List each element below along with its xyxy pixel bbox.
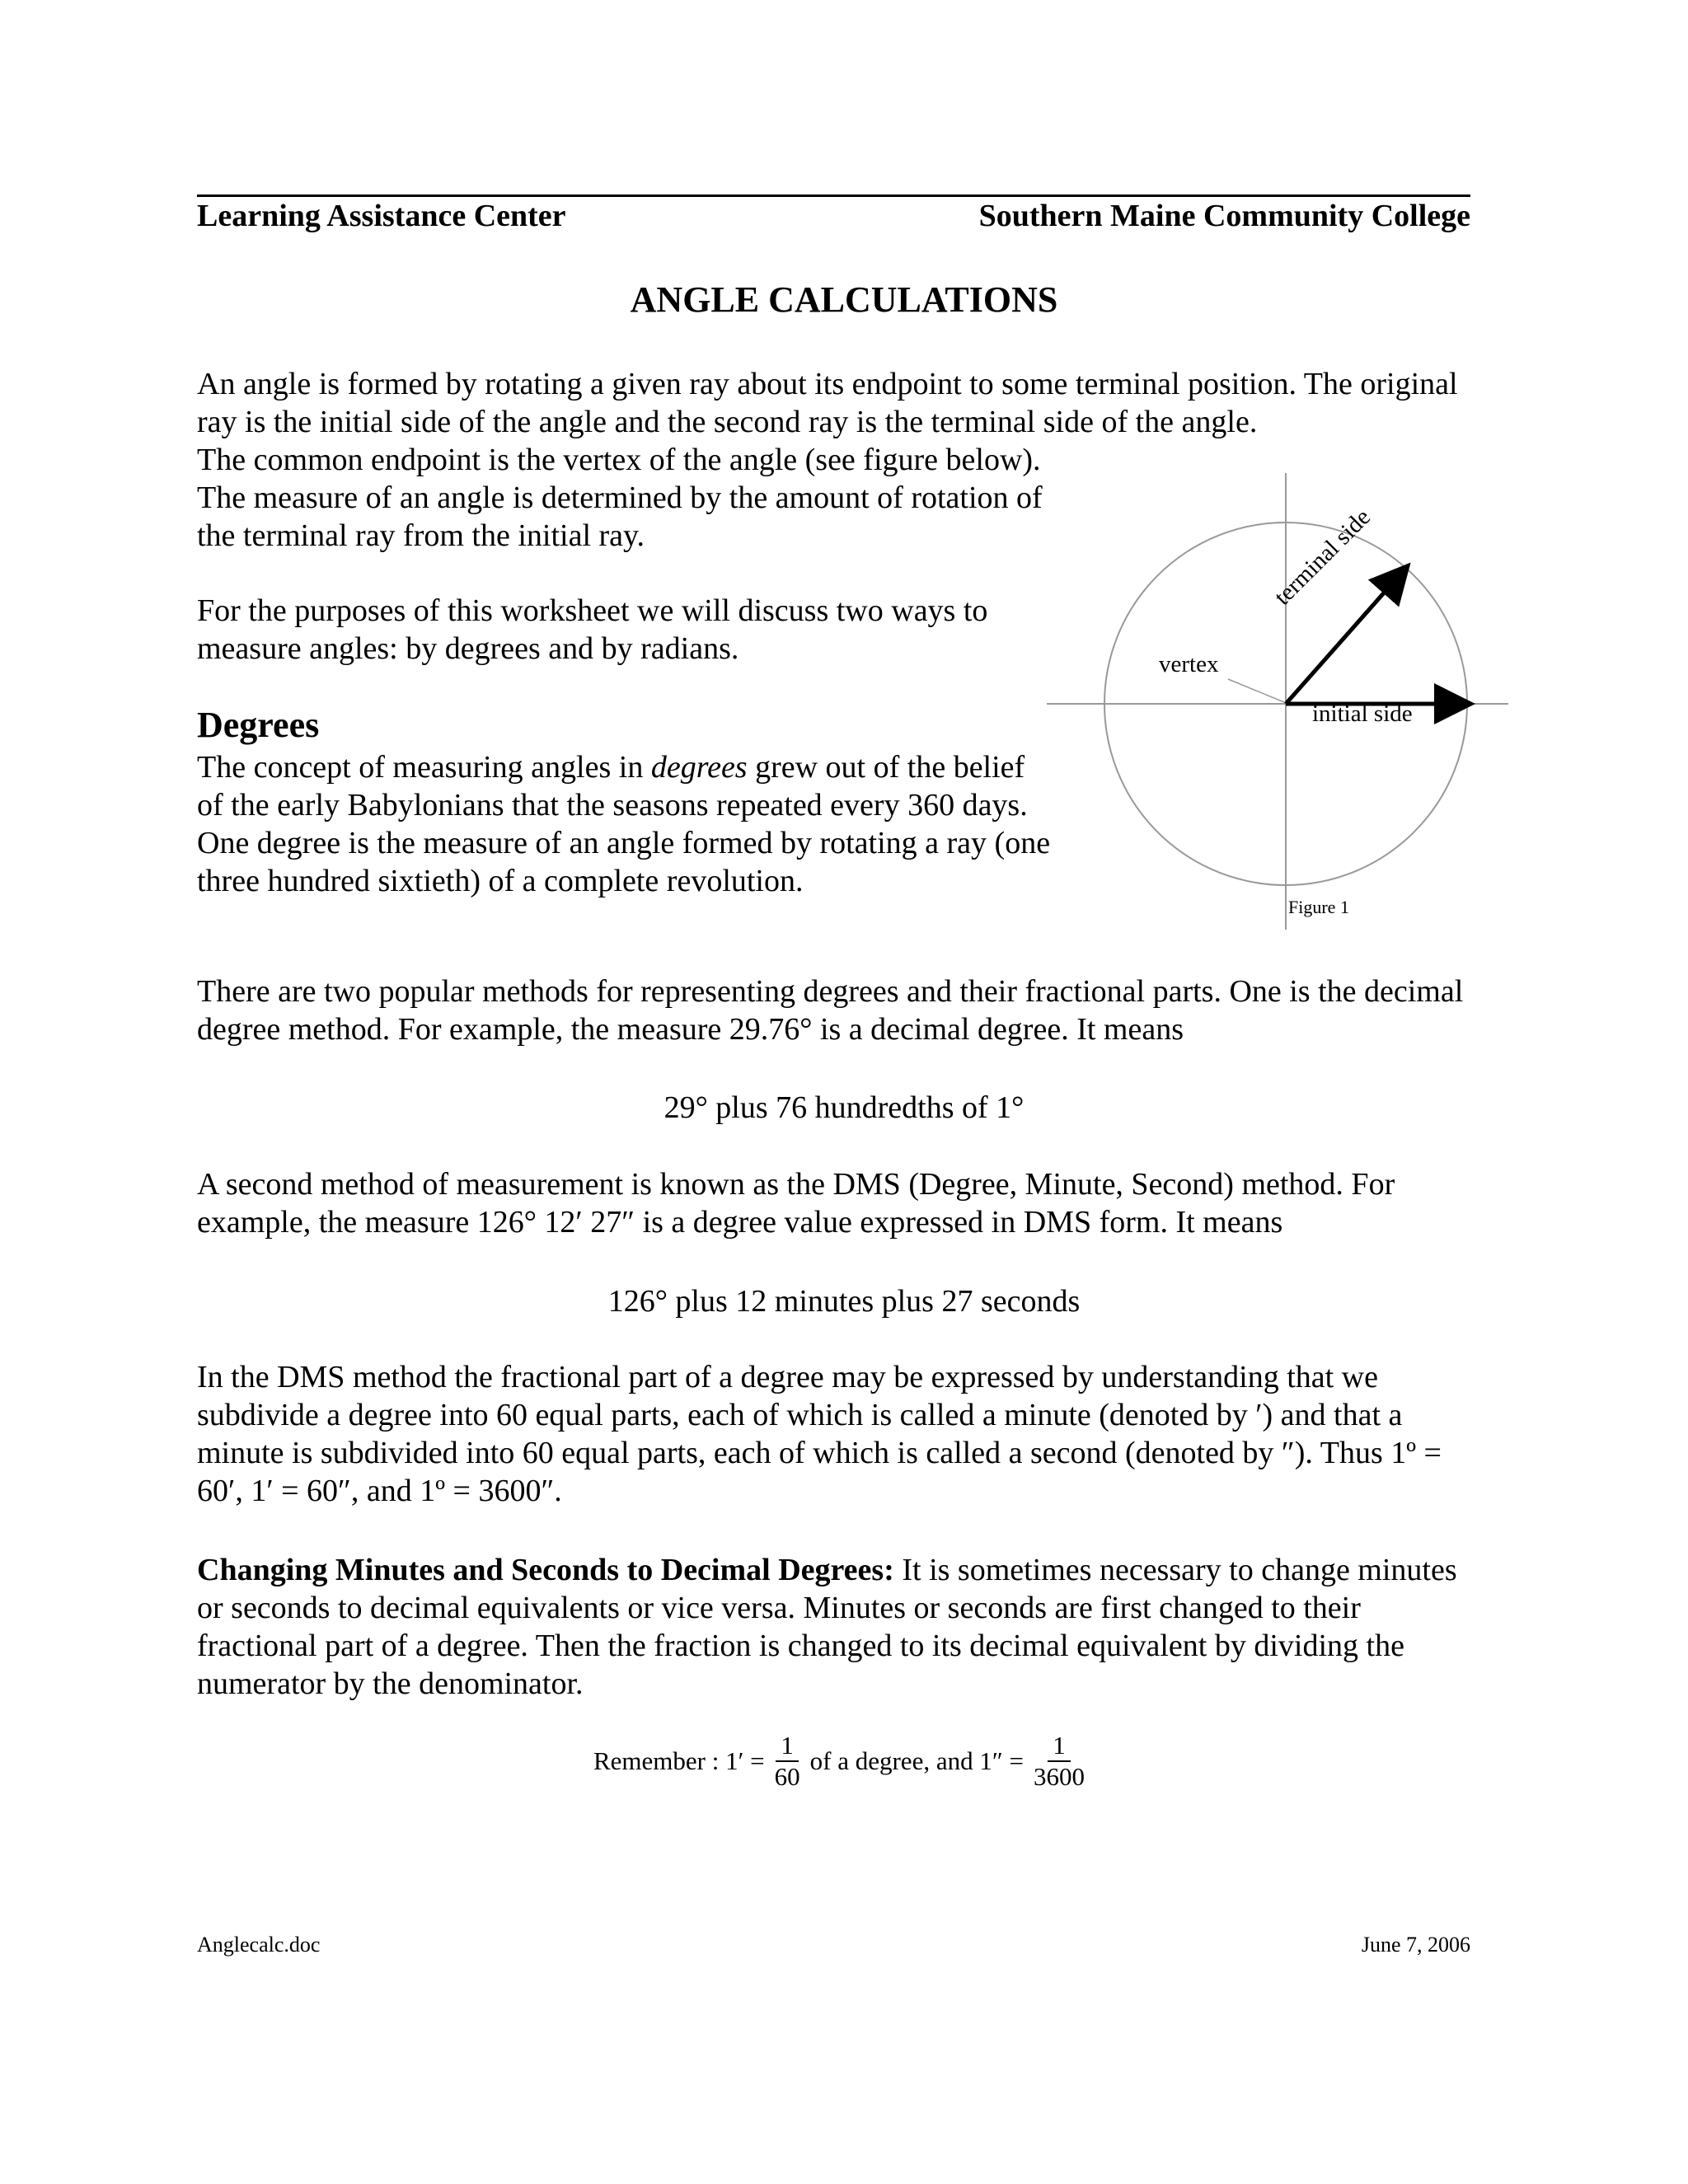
page-title: ANGLE CALCULATIONS [630, 279, 1058, 320]
header-left: Learning Assistance Center [197, 199, 566, 233]
changing-paragraph [197, 1551, 1483, 1703]
fraction-numerator: 1 [1048, 1731, 1071, 1762]
footer-date: June 7, 2006 [1361, 1933, 1470, 1957]
fraction-denominator: 60 [774, 1762, 800, 1791]
remember-middle: of a degree, and 1″ = [809, 1746, 1024, 1775]
remember-prefix: Remember : 1′ = [593, 1746, 765, 1775]
terminal-side-label: terminal side [1269, 504, 1376, 611]
fraction-one-3600th [1029, 1731, 1090, 1792]
footer-filename: Anglecalc.doc [197, 1933, 321, 1957]
vertex-pointer [1228, 679, 1284, 702]
fraction-denominator: 3600 [1033, 1762, 1085, 1791]
dms-paragraph: A second method of measurement is known as the DMS (Degree, Minute, Second) method. For example, the measure 126° 12′ 27″ is a degree value expressed in DMS form. It means [197, 1167, 1395, 1240]
intro-paragraph-1: An angle is formed by rotating a given ray about its endpoint to some terminal position. The original ray is the initial side of the angle and the second ray is the terminal side of the angle. [197, 367, 1458, 439]
degrees-heading: Degrees [197, 705, 320, 745]
fraction-numerator: 1 [776, 1731, 799, 1762]
methods-paragraph: There are two popular methods for representing degrees and their fractional parts. One is the decimal degree method. For example, the measure 29.76° is a decimal degree. It means [197, 974, 1464, 1047]
concept-paragraph [197, 748, 1054, 900]
concept-text-after: grew out of the belief of the early Babylonians that the seasons repeated every 360 days. One degree is the measure of an angle formed by rotating a ray (one three hundred sixtieth) of a complete revolution. [197, 750, 1051, 898]
header-rule [197, 194, 1470, 197]
angle-diagram [1047, 468, 1517, 930]
concept-emphasis: degrees [650, 750, 748, 785]
subdivide-paragraph: In the DMS method the fractional part of a degree may be expressed by understanding that we subdivide a degree into 60 equal parts, each of which is called a minute (denoted by ′) and that a minute is subdivided into 60 equal parts, each of which is called a second (denoted by ″). Thus 1º = 60′, 1′ = 60″, and 1º = 3600″. [197, 1360, 1442, 1508]
intro-paragraph-2: The common endpoint is the vertex of the angle (see figure below). The measure of an angle is determined by the amount of rotation of the terminal ray from the initial ray. [197, 443, 1043, 553]
changing-text: It is sometimes necessary to change minutes or seconds to decimal equivalents or vice versa. Minutes or seconds are first changed to their fractional part of a degree. Then the fraction is changed to its decimal equivalent by dividing the numerator by the denominator. [197, 1553, 1457, 1701]
changing-heading: Changing Minutes and Seconds to Decimal Degrees: [197, 1553, 894, 1587]
decimal-example: 29° plus 76 hundredths of 1° [663, 1090, 1025, 1125]
fraction-one-sixtieth [770, 1731, 805, 1792]
remember-formula [0, 1731, 1688, 1792]
purpose-paragraph: For the purposes of this worksheet we will discuss two ways to measure angles: by degrees and by radians. [197, 593, 988, 666]
concept-text-before: The concept of measuring angles in [197, 750, 651, 785]
initial-side-label: initial side [1312, 701, 1413, 727]
angle-figure [1047, 468, 1517, 930]
header-right: Southern Maine Community College [978, 199, 1470, 233]
dms-example: 126° plus 12 minutes plus 27 seconds [607, 1284, 1081, 1319]
vertex-label: vertex [1159, 651, 1219, 677]
figure-caption: Figure 1 [1288, 897, 1349, 917]
